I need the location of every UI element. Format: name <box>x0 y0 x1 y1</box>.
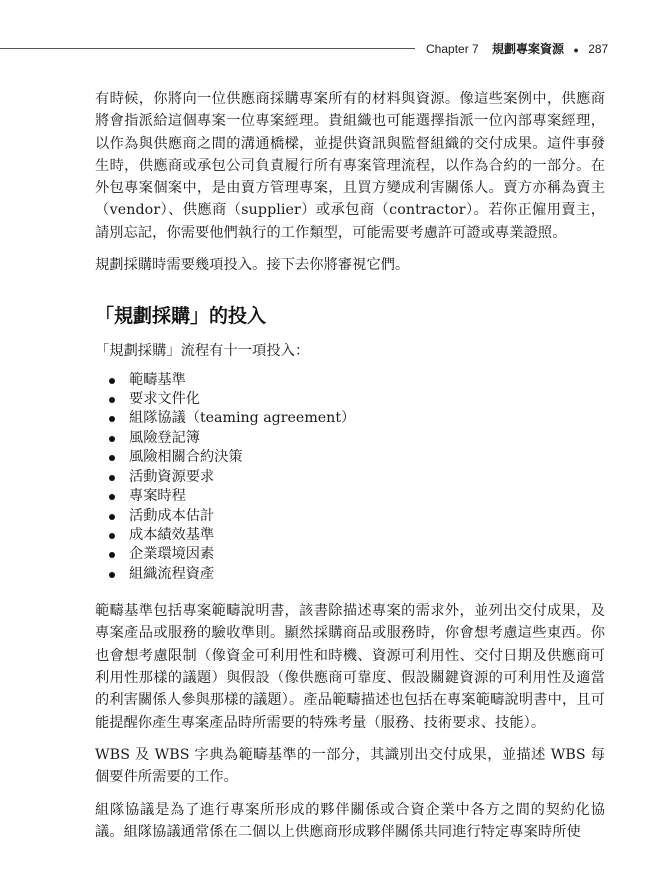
section-intro: 「規劃採購」流程有十一項投入： <box>95 343 310 360</box>
list-item: 風險相關合約決策 <box>95 448 605 467</box>
list-item: 組織流程資產 <box>95 565 605 584</box>
paragraph-2: 規劃採購時需要幾項投入。接下去你將審視它們。 <box>95 257 410 274</box>
list-item: 成本績效基準 <box>95 526 605 545</box>
header-separator: ● <box>573 45 579 55</box>
list-item: 要求文件化 <box>95 390 605 409</box>
list-item: 企業環境因素 <box>95 545 605 564</box>
bullet-icon <box>109 494 115 500</box>
header-text <box>426 40 608 57</box>
running-header <box>0 38 663 60</box>
bullet-icon <box>109 416 115 422</box>
bullet-icon <box>109 552 115 558</box>
bullet-icon <box>109 514 115 520</box>
chapter-label: Chapter 7 <box>426 42 479 56</box>
list-item: 組隊協議（teaming agreement） <box>95 409 605 428</box>
list-item: 活動成本估計 <box>95 507 605 526</box>
bullet-icon <box>109 378 115 384</box>
paragraph-1: 有時候，你將向一位供應商採購專案所有的材料與資源。像這些案例中，供應商將會指派給這個專案一位專案經理。貴組織也可能選擇指派一位內部專案經理，以作為與供應商之間的溝通橋樑，並提供資訊與監督組織的交付成果。這件事發生時，供應商或承包公司負責履行所有專案管理流程，以作為合約的一部分。在外包專案個案中，是由賣方管理專案，且買方變成利害關係人。賣方亦稱為賣主（vendor）、供應商（supplier）或承包商（contractor）。若你正僱用賣主，請別忘記，你需要他們執行的工作類型，可能需要考慮許可證或專業證照。 <box>95 91 605 241</box>
bullet-icon <box>109 436 115 442</box>
list-item: 範疇基準 <box>95 371 605 390</box>
page-content <box>95 88 605 843</box>
paragraph-4: WBS 及 WBS 字典為範疇基準的一部分，其識別出交付成果，並描述 WBS 每個要件所需要的工作。 <box>95 746 605 786</box>
bullet-icon <box>109 455 115 461</box>
list-item: 風險登記簿 <box>95 429 605 448</box>
chapter-title: 規劃專案資源 <box>492 42 565 56</box>
paragraph-3: 範疇基準包括專案範疇說明書，該書除描述專案的需求外，並列出交付成果，及專案產品或服務的驗收準則。顯然採購商品或服務時，你會想考慮這些東西。你也會想考慮限制（像資金可利用性和時機、資源可利用性、交付日期及供應商可利用性那樣的議題）與假設（像供應商可靠度、假設關鍵資源的可利用性及適當的利害關係人參與那樣的議題）。產品範疇描述也包括在專案範疇說明書中，且可能提醒你產生專案產品時所需要的特殊考量（服務、技術要求、技能）。 <box>95 603 605 731</box>
list-item: 活動資源要求 <box>95 468 605 487</box>
bullet-icon <box>109 475 115 481</box>
header-rule <box>0 48 415 49</box>
section-heading: 「規劃採購」的投入 <box>95 305 267 328</box>
bullet-icon <box>109 572 115 578</box>
bullet-icon <box>109 397 115 403</box>
inputs-list <box>95 371 605 584</box>
bullet-icon <box>109 533 115 539</box>
page-number: 287 <box>588 42 609 56</box>
paragraph-5: 組隊協議是為了進行專案所形成的夥伴關係或合資企業中各方之間的契約化協議。組隊協議通常係在二個以上供應商形成夥伴關係共同進行特定專案時所使 <box>95 801 605 840</box>
list-item: 專案時程 <box>95 487 605 506</box>
